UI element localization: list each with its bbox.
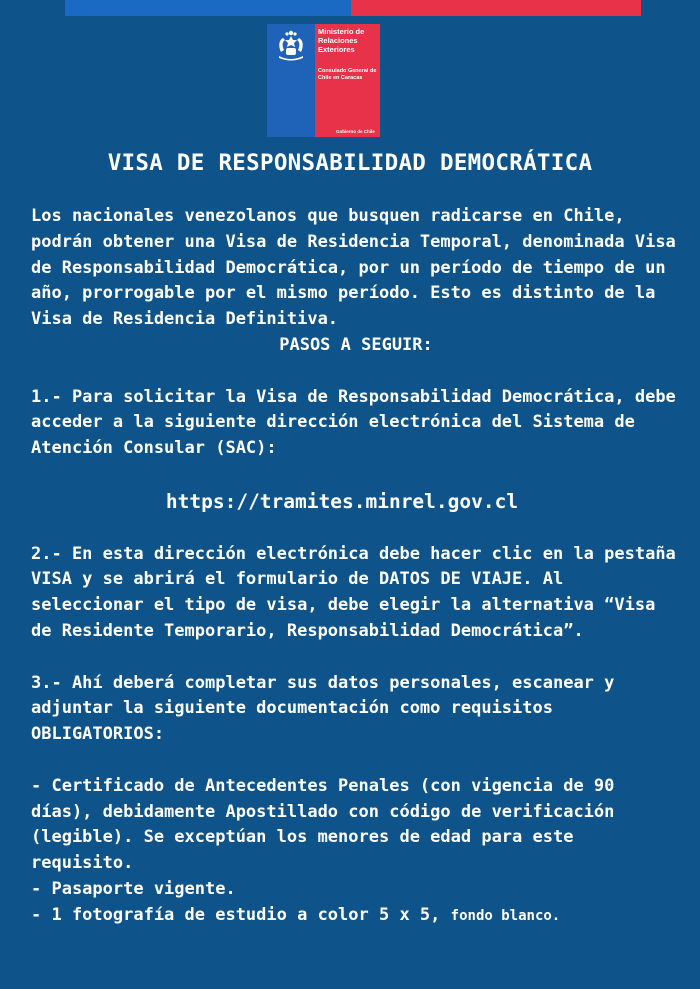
- logo-red-panel: [315, 24, 380, 137]
- document-body: [31, 204, 681, 930]
- requirement-photo-text: - 1 fotografía de estudio a color 5 x 5,: [31, 904, 441, 925]
- steps-heading: PASOS A SEGUIR:: [279, 334, 433, 355]
- requirement-photo-suffix: fondo blanco.: [450, 907, 561, 924]
- chile-coat-of-arms-icon: [273, 30, 309, 62]
- flag-stripe: [65, 0, 641, 16]
- ministry-name: Ministerio de Relaciones Exteriores: [318, 27, 365, 54]
- requirement-photo: [31, 903, 681, 930]
- sac-url-link[interactable]: https://tramites.minrel.gov.cl: [165, 489, 519, 513]
- step-2: 2.- En esta dirección electrónica debe hacer clic en la pestaña VISA y se abrirá el formulario de DATOS DE VIAJE. Al seleccionar el tipo de visa, debe elegir la alternativa “Visa de Residente Temporario, Responsabilidad Democrática”.: [31, 543, 676, 641]
- requirement-passport: - Pasaporte vigente.: [31, 878, 236, 899]
- intro-paragraph: Los nacionales venezolanos que busquen radicarse en Chile, podrán obtener una Visa de Residencia Temporal, denominada Visa de Responsabilidad Democrática, por un período de tiempo de un año, prorrogable por el mismo período. Esto es distinto de la Visa de Residencia Definitiva.: [31, 206, 676, 330]
- step-3: 3.- Ahí deberá completar sus datos personales, escanear y adjuntar la siguiente documentación como requisitos OBLIGATORIOS:: [31, 672, 615, 745]
- logo-blue-panel: [267, 24, 315, 137]
- consulate-name: Consulado General de Chile en Caracas: [318, 68, 377, 81]
- step-1: 1.- Para solicitar la Visa de Responsabilidad Democrática, debe acceder a la siguiente dirección electrónica del Sistema de Atención Consular (SAC):: [31, 386, 676, 459]
- flag-stripe-red: [351, 0, 641, 16]
- ministry-logo: [267, 24, 380, 137]
- page-title: VISA DE RESPONSABILIDAD DEMOCRÁTICA: [107, 150, 593, 176]
- flag-stripe-blue: [65, 0, 351, 16]
- requirement-criminal-record: - Certificado de Antecedentes Penales (con vigencia de 90 días), debidamente Apostillado con código de verificación (legible). Se exceptúan los menores de edad para este requisito.: [31, 775, 615, 874]
- government-label: Gobierno de Chile: [336, 129, 375, 134]
